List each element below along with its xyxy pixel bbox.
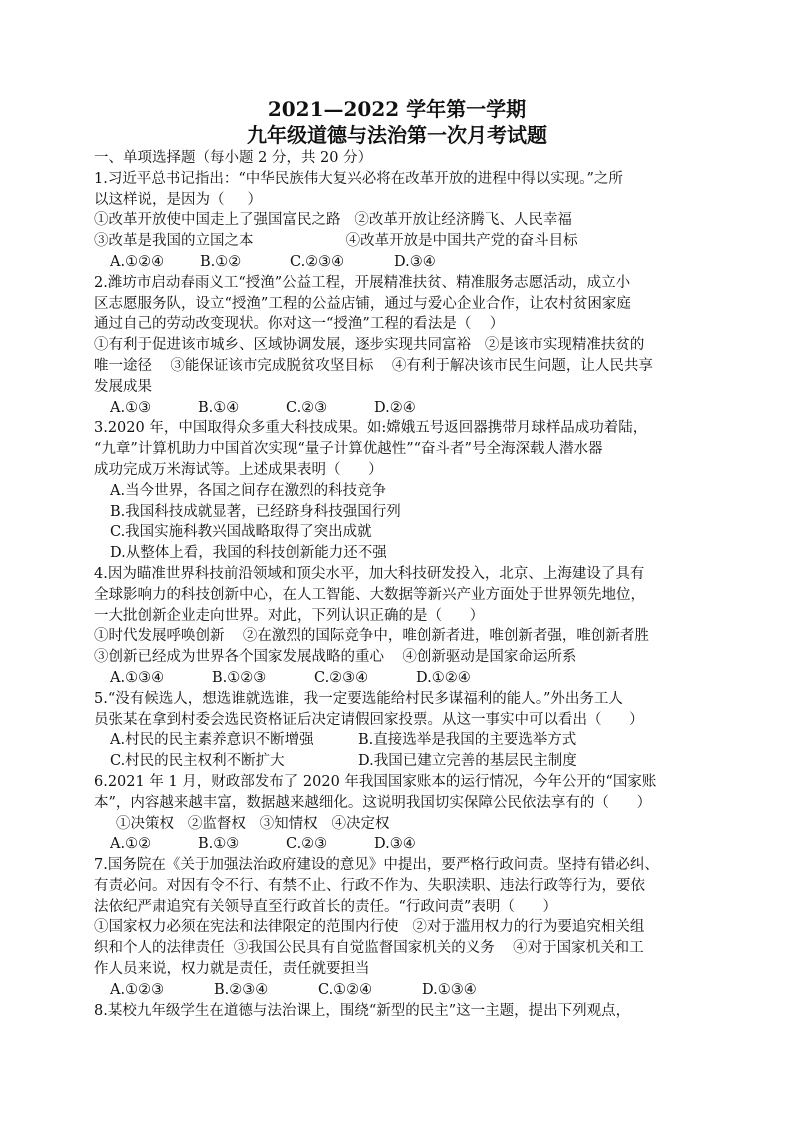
question-2 xyxy=(94,273,700,419)
question-stem: 一大批创新企业走向世界。对此，下列认识正确的是（ ） xyxy=(94,607,485,624)
choice-d: D.从整体上看，我国的科技创新能力还不强 xyxy=(110,545,387,562)
answer-options xyxy=(94,730,700,751)
question-stem: “九章”计算机助力中国首次实现“量子计算优越性”“奋斗者”号全海深载人潜水器 xyxy=(94,441,603,458)
option-d: D.②④ xyxy=(374,399,416,416)
option-b: B.①② xyxy=(200,253,242,270)
exam-page xyxy=(94,96,700,1021)
question-3 xyxy=(94,418,700,564)
choice-b: B.直接选举是我国的主要选举方式 xyxy=(358,732,577,749)
section-heading: 一、单项选择题（每小题 2 分，共 20 分） xyxy=(94,150,373,166)
answer-options xyxy=(94,834,700,855)
question-stem: 有责必问。对因有令不行、有禁不止、行政不作为、失职渎职、违法行政等行为，要依 xyxy=(94,877,645,894)
question-item: 织和个人的法律责任 ③我国公民具有自觉监督国家机关的义务 ④对于国家机关和工 xyxy=(94,940,644,957)
exam-title-line2: 九年级道德与法治第一次月考试题 xyxy=(247,123,547,147)
exam-title-line1: 2021—2022 学年第一学期 xyxy=(267,97,527,121)
question-stem: 3.2020 年，中国取得众多重大科技成果。如:嫦娥五号返回器携带月球样品成功着陆， xyxy=(94,420,648,437)
choice-d: D.我国已建立完善的基层民主制度 xyxy=(358,753,577,770)
question-stem: 通过自己的劳动改变现状。你对这一“授渔”工程的看法是（ ） xyxy=(94,316,505,333)
question-stem: 本”，内容越来越丰富，数据越来越细化。这说明我国切实保障公民依法享有的（ ） xyxy=(94,794,652,811)
choice-a: A.村民的民主素养意识不断增强 xyxy=(110,732,314,749)
choice-c: C.村民的民主权利不断扩大 xyxy=(110,753,285,770)
question-stem: 7.国务院在《关于加强法治政府建设的意见》中提出，要严格行政问责。坚持有错必纠、 xyxy=(94,857,659,874)
question-stem: 1.习近平总书记指出：“中华民族伟大复兴必将在改革开放的进程中得以实现。”之所 xyxy=(94,170,623,187)
option-a: A.①③ xyxy=(110,399,152,416)
option-c: C.②③ xyxy=(286,836,328,853)
question-stem: 区志愿服务队，设立“授渔”工程的公益店铺，通过与爱心企业合作，让农村贫困家庭 xyxy=(94,295,631,312)
option-a: A.①② xyxy=(110,836,152,853)
answer-options xyxy=(94,980,700,1001)
question-stem: 员张某在拿到村委会选民资格证后决定请假回家投票。从这一事实中可以看出（ ） xyxy=(94,711,644,728)
option-d: D.①②④ xyxy=(416,669,471,686)
question-stem: 法依纪严肃追究有关领导直至行政首长的责任。“行政问责”表明（ ） xyxy=(94,898,557,915)
question-4 xyxy=(94,564,700,689)
question-stem: 4.因为瞄准世界科技前沿领域和顶尖水平，加大科技研发投入，北京、上海建设了具有 xyxy=(94,565,645,582)
option-d: D.③④ xyxy=(374,836,416,853)
option-c: C.②③④ xyxy=(314,669,369,686)
answer-options xyxy=(94,751,700,772)
option-d: D.①③④ xyxy=(422,981,477,998)
question-7 xyxy=(94,855,700,1001)
question-item: ①国家权力必须在宪法和法律限定的范围内行使 ②对于滥用权力的行为要追究相关组 xyxy=(94,919,645,936)
option-a: A.①③④ xyxy=(110,669,165,686)
answer-options xyxy=(94,252,700,273)
option-c: C.②③ xyxy=(286,399,328,416)
option-d: D.③④ xyxy=(394,253,436,270)
question-6 xyxy=(94,772,700,855)
option-b: B.①②③ xyxy=(212,669,267,686)
option-b: B.①③ xyxy=(198,836,240,853)
question-stem: 以这样说，是因为（ ） xyxy=(94,191,263,208)
question-stem: 全球影响力的科技创新中心，在人工智能、大数据等新兴产业方面处于世界领先地位， xyxy=(94,586,645,603)
question-stem: 6.2021 年 1 月，财政部发布了 2020 年我国国家账本的运行情况，今年公开的“国家账 xyxy=(94,773,657,790)
option-b: B.②③④ xyxy=(214,981,269,998)
question-5 xyxy=(94,689,700,772)
question-stem: 8.某校九年级学生在道德与法治课上，围绕“新型的民主”这一主题，提出下列观点， xyxy=(94,1002,631,1019)
option-b: B.①④ xyxy=(198,399,240,416)
question-item: ③创新已经成为世界各个国家发展战略的重心 ④创新驱动是国家命运所系 xyxy=(94,649,577,666)
question-8 xyxy=(94,1001,700,1022)
option-c: C.①②④ xyxy=(318,981,373,998)
question-1 xyxy=(94,169,700,273)
question-stem: 成功完成万米海试等。上述成果表明（ ） xyxy=(94,461,383,478)
question-item: 发展成果 xyxy=(94,378,152,395)
question-item: ①时代发展呼唤创新 ②在激烈的国际竞争中，唯创新者进，唯创新者强，唯创新者胜 xyxy=(94,628,649,645)
answer-options xyxy=(94,398,700,419)
choice-b: B.我国科技成就显著，已经跻身科技强国行列 xyxy=(110,503,401,520)
option-a: A.①②④ xyxy=(110,253,165,270)
option-c: C.②③④ xyxy=(290,253,345,270)
question-item: ①决策权 ②监督权 ③知情权 ④决定权 xyxy=(116,815,390,832)
option-a: A.①②③ xyxy=(110,981,165,998)
question-item: ①有利于促进该市城乡、区域协调发展，逐步实现共同富裕 ②是该市实现精准扶贫的 xyxy=(94,337,645,354)
question-item: 作人员来说，权力就是责任，责任就要担当 xyxy=(94,961,370,978)
answer-options xyxy=(94,668,700,689)
question-stem: 2.潍坊市启动春雨义工“授渔”公益工程，开展精准扶贫、精准服务志愿活动，成立小 xyxy=(94,274,631,291)
question-item: ①改革开放使中国走上了强国富民之路 ②改革开放让经济腾飞、人民幸福 xyxy=(94,212,572,229)
question-stem: 5.“没有候选人，想选谁就选谁，我一定要选能给村民多谋福利的能人。”外出务工人 xyxy=(94,690,623,707)
choice-a: A.当今世界，各国之间存在激烈的科技竞争 xyxy=(110,482,387,499)
choice-c: C.我国实施科教兴国战略取得了突出成就 xyxy=(110,524,372,541)
question-item: ③改革是我国的立国之本 ④改革开放是中国共产党的奋斗目标 xyxy=(94,233,578,250)
question-item: 唯一途径 ③能保证该市完成脱贫攻坚目标 ④有利于解决该市民生问题，让人民共享 xyxy=(94,357,653,374)
